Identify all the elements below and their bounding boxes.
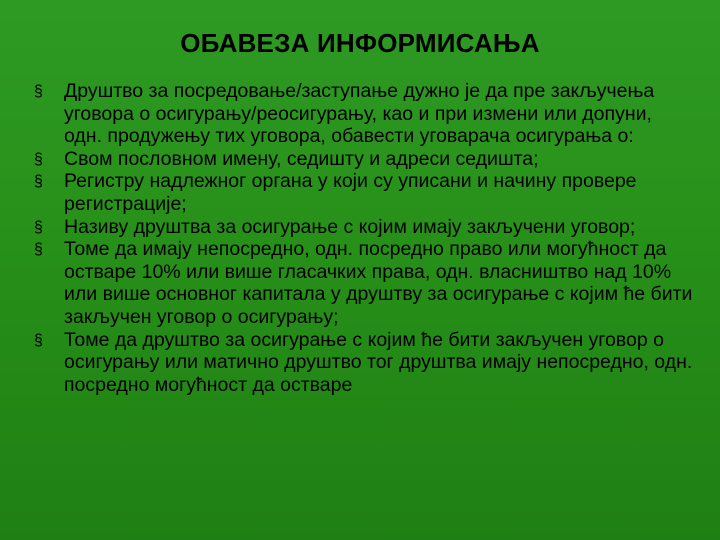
bullet-list xyxy=(34,80,694,396)
bullet-item xyxy=(34,170,694,215)
slide-title: ОБАВЕЗА ИНФОРМИСАЊА xyxy=(180,28,540,58)
section-sign-icon: § xyxy=(34,331,43,349)
bullet-item xyxy=(34,148,694,171)
section-sign-icon: § xyxy=(34,83,43,100)
slide-content xyxy=(34,80,694,396)
bullet-text: Томе да друштво за осигурање с којим ће бити закључен уговор о осигурању или матично друштво тог друштва имају непосредно, одн. посредно могућност да остваре xyxy=(64,328,693,396)
section-sign-icon: § xyxy=(34,173,43,191)
bullet-text: Томе да имају непосредно, одн. посредно право или могућност да остваре 10% или више гласачких права, одн. власништво над 10% или више основног капитала у друштву за осигурање с којим ће бити закључен уговор о осигурању; xyxy=(64,238,693,328)
bullet-item xyxy=(34,238,694,328)
bullet-text: Друштво за посредовање/заступање дужно је да пре закључења уговора о осигурању/реосигурању, као и при измени или допуни, одн. продужењу тих уговора, обавести уговарача осигурања о: xyxy=(64,80,655,148)
bullet-text: Регистру надлежног органа у који су уписани и начину провере регистрације; xyxy=(64,170,637,215)
bullet-item xyxy=(34,80,694,148)
section-sign-icon: § xyxy=(34,150,43,168)
bullet-item xyxy=(34,329,694,397)
section-sign-icon: § xyxy=(34,241,43,259)
bullet-text: Називу друштва за осигурање с којим имају закључени уговор; xyxy=(64,215,636,238)
bullet-text: Свом пословном имену, седишту и адреси седишта; xyxy=(64,147,539,170)
section-sign-icon: § xyxy=(34,218,43,236)
bullet-item xyxy=(34,216,694,239)
